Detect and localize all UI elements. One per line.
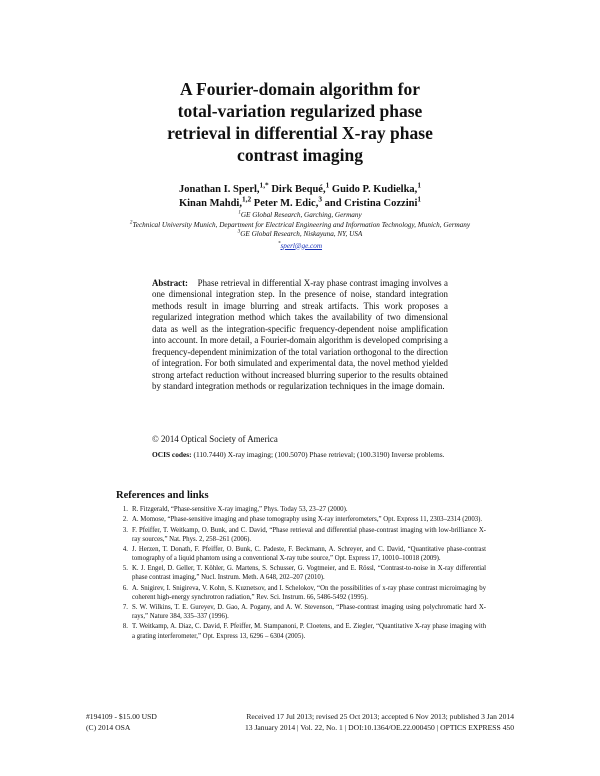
ocis-text: (110.7440) X-ray imaging; (100.5070) Phase retrieval; (100.3190) Inverse problems. [193,450,445,459]
title-line: retrieval in differential X-ray phase [167,123,433,143]
author-affiliation-mark: 1,* [259,180,269,190]
author-name: Peter M. Edic, [253,198,319,209]
copyright-line: © 2014 Optical Society of America [152,434,278,444]
reference-list [114,505,486,642]
author-name: Guido P. Kudielka, [331,184,418,195]
email-link[interactable]: sperl@ge.com [280,241,323,250]
affiliation-list [60,211,540,251]
reference-item: 7. S. W. Wilkins, T. E. Gureyev, D. Gao, A. Pogany, and A. W. Stevenson, “Phase-contrast imaging using polychromatic hard X-rays,” Nature 384, 335–337 (1996). [122,604,486,621]
affiliation: $^2$Technical University Munich, Department for Electrical Engineering and Information Technology, Munich, Germany [129,220,471,229]
author-affiliation-mark: 1 [417,194,422,204]
footer-citation: 13 January 2014 | Vol. 22, No. 1 | DOI:10.1364/OE.22.000450 | OPTICS EXPRESS 450 [244,722,514,732]
affiliation: $^3$GE Global Research, Niskayuna, NY, USA [237,229,363,238]
author-affiliation-mark: 1,2 [241,194,252,204]
author-affiliation-mark: 1 [325,180,330,190]
footer-copyright: (C) 2014 OSA [86,722,131,732]
ocis-label: OCIS codes: [152,450,192,459]
author-affiliation-mark: 3 [318,194,322,204]
author-name: and Cristina Cozzini [324,198,418,209]
references-heading: References and links [116,490,209,501]
title-line: contrast imaging [237,145,363,165]
reference-item: 3. F. Pfeiffer, T. Weitkamp, O. Bunk, and C. David, “Phase retrieval and differential phase-contrast imaging with low-brilliance X-ray sources,” Nat. Phys. 2, 258–261 (2006). [122,526,486,543]
author-name: Dirk Bequé, [271,184,326,195]
abstract-label: Abstract: [152,278,188,288]
page-footer [86,712,514,733]
author-name: Jonathan I. Sperl, [179,184,260,195]
corresponding-email: *sperl@ge.com [277,241,323,250]
ocis-codes [152,450,448,460]
affiliation: $^1$GE Global Research, Garching, Germany [238,210,362,219]
author-list [60,180,540,211]
paper-title [60,78,540,166]
footer-price: #194109 - $15.00 USD [86,712,157,721]
author-affiliation-mark: 1 [417,180,421,190]
reference-item: 6. A. Snigirev, I. Snigireva, V. Kohn, S. Kuznetsov, and I. Schelokov, “On the possibilities of x-ray phase contrast microimaging by coherent high-energy synchrotron radiation,” Rev. Sci. Instrum. 66, 5486-5492 (1995). [122,584,486,601]
reference-item: 2. A. Momose, “Phase-sensitive imaging and phase tomography using X-ray interferometers,” Opt. Express 11, 2303–2314 (2003). [122,516,483,524]
title-line: A Fourier-domain algorithm for [180,79,420,99]
reference-item: 1. R. Fitzgerald, “Phase-sensitive X-ray imaging,” Phys. Today 53, 23–27 (2000). [122,506,348,513]
abstract-text: Phase retrieval in differential X-ray phase contrast imaging involves a one dimensional integration step. In the presence of noise, standard integration methods result in image blurring and streak artifacts. This work proposes a regularized integration method which takes the availability of two dimensional data as well as the integration-specific frequency-dependent noise amplification into account. In more detail, a Fourier-domain algorithm is developed comprising a frequency-dependent minimization of the total variation orthogonal to the direction of integration. For both simulated and experimental data, the novel method yielded strong artefact reduction without increased blurring superior to the results obtained by standard integration methods or regularization techniques in the image domain. [152,278,448,392]
reference-item: 5. K. J. Engel, D. Geller, T. Köhler, G. Martens, S. Schusser, G. Vogtmeier, and E. Rössl, “Contrast-to-noise in X-ray differential phase contrast imaging,” Nucl. Instrum. Meth. A 648, 202–207 (2010). [122,565,486,582]
reference-item: 8. T. Weitkamp, A. Diaz, C. David, F. Pfeiffer, M. Stampanoni, P. Cloetens, and E. Ziegler, “Quantitative X-ray phase imaging with a grating interferometer,” Opt. Express 13, 6296 – 6304 (2005). [122,623,486,640]
author-name: Kinan Mahdi, [178,198,242,209]
title-line: total-variation regularized phase [177,101,423,121]
reference-item: 4. J. Herzen, T. Donath, F. Pfeiffer, O. Bunk, C. Padeste, F. Beckmann, A. Schreyer, and C. David, “Quantitative phase-contrast tomography of a liquid phantom using a conventional X-ray tube source,” Opt. Express 17, 10010–10018 (2009). [122,545,486,563]
abstract [152,278,448,393]
footer-dates: Received 17 Jul 2013; revised 25 Oct 2013; accepted 6 Nov 2013; published 3 Jan 2014 [246,712,514,721]
